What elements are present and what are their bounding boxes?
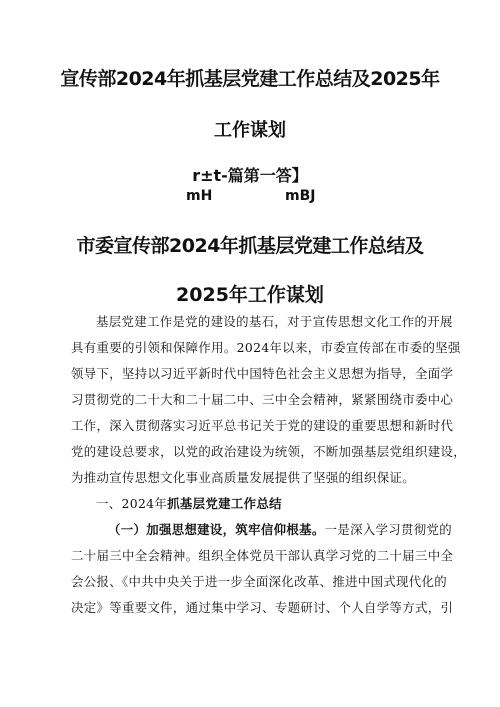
body-text-line: 会公报、《中共中央关于进一步全面深化改革、推进中国式现代化的 [71,574,448,589]
article-title-continued: 2025年工作谋划 [176,284,324,306]
body-text-line: 工作，深入贯彻落实习近平总书记关于党的建设的重要思想和新时代 [71,418,454,433]
article-title: 市委宣传部2024年抓基层党建工作总结及 [76,235,424,257]
body-text-line: 习贯彻党的二十大和二十届二中、三中全会精神，紧紧围绕市委中心 [71,392,454,407]
body-text-line: 决定》等重要文件，通过集中学习、专题研讨、个人自学等方式，引 [71,600,454,615]
body-text-line: 二十届三中全会精神。组织全体党员干部认真学习党的二十届三中全 [71,548,454,563]
subsection-heading-bold: （一）加强思想建设，筑牢信仰根基。 [108,522,325,537]
garbled-text-right: mBJ [285,188,316,204]
body-text-line: 党的建设总要求，以党的政治建设为统领，不断加强基层党组织建设， [71,444,466,459]
body-text-line: 为推动宣传思想文化事业高质量发展提供了坚强的组织保证。 [71,470,415,485]
subsection-heading-rest: 一是深入学习贯彻党的 [324,522,452,537]
document-title: 宣传部2024年抓基层党建工作总结及2025年 [60,68,440,90]
body-text-line: 具有重要的引领和保障作用。2024年以来，市委宣传部在市委的坚强 [71,340,461,355]
body-text-line: 领导下，坚持以习近平新时代中国特色社会主义思想为指导，全面学 [71,366,454,381]
document-title-continued: 工作谋划 [214,120,286,141]
section-heading-number: 一、2024年 [96,496,168,511]
section-heading [96,494,282,512]
section-heading-text: 抓基层党建工作总结 [167,496,282,511]
garbled-text-left: mH [186,188,213,204]
garbled-heading: r±t-篇第一答】 [192,166,308,185]
subsection-heading [108,520,452,538]
body-text-line: 基层党建工作是党的建设的基石，对于宣传思想文化工作的开展 [96,314,453,329]
